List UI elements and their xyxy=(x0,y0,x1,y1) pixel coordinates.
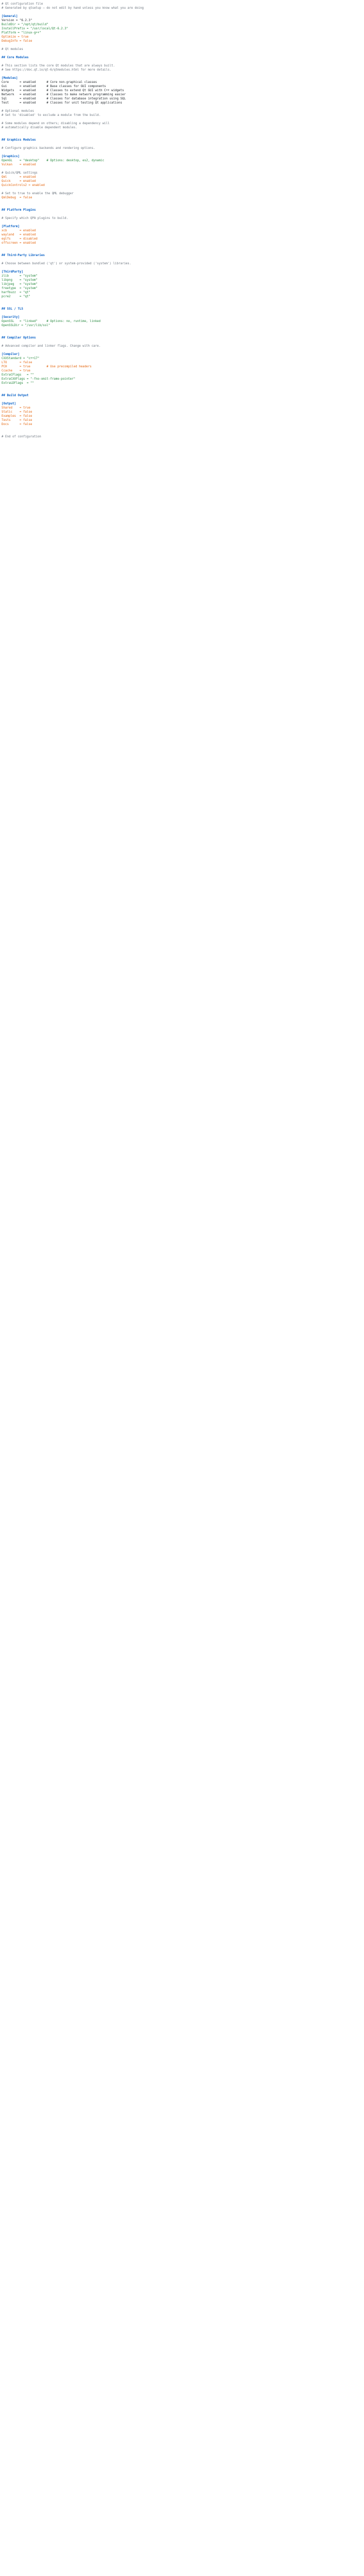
doc-line xyxy=(2,126,362,130)
doc-line-text: [Compiler] xyxy=(2,353,20,356)
doc-line xyxy=(2,307,362,311)
doc-line-text: [Modules] xyxy=(2,77,18,80)
doc-line xyxy=(2,340,362,344)
doc-line-text: ExtraCFlags = "" xyxy=(2,374,34,377)
doc-line xyxy=(2,56,362,60)
doc-line-text: Vulkan = enabled xyxy=(2,163,36,166)
doc-line-text: Examples = false xyxy=(2,415,32,418)
doc-line xyxy=(2,163,362,167)
doc-line xyxy=(2,299,362,303)
doc-line xyxy=(2,142,362,146)
doc-line xyxy=(2,113,362,117)
doc-line-text: ## Core Modules xyxy=(2,56,29,59)
doc-line xyxy=(2,2,362,6)
doc-line-text: Tests = false xyxy=(2,419,32,422)
doc-line-text: [Security] xyxy=(2,316,20,319)
doc-line xyxy=(2,216,362,221)
doc-line-text: [Platform] xyxy=(2,225,20,228)
doc-line-text: # Quick/QML settings xyxy=(2,172,38,175)
doc-line xyxy=(2,410,362,414)
doc-line xyxy=(2,414,362,418)
doc-line xyxy=(2,389,362,394)
doc-line-text: Version = "6.2.3" xyxy=(2,19,32,22)
doc-line-text: ## Compiler Options xyxy=(2,336,36,340)
doc-line-text: Static = false xyxy=(2,411,32,414)
doc-line xyxy=(2,422,362,427)
doc-line xyxy=(2,315,362,319)
doc-line-text: # Optional modules xyxy=(2,110,34,113)
doc-line xyxy=(2,183,362,188)
doc-line xyxy=(2,47,362,52)
doc-line-text: Widgets = enabled # Classes to extend Qt GUI with C++ widgets xyxy=(2,89,124,92)
doc-line-text: BuildDir = "/opt/qt/build" xyxy=(2,23,48,26)
doc-line-text: # Specify which QPA plugins to build. xyxy=(2,217,69,220)
doc-line xyxy=(2,175,362,179)
doc-line-text: libpng = "system" xyxy=(2,279,38,282)
doc-line xyxy=(2,373,362,377)
doc-line xyxy=(2,266,362,270)
doc-line xyxy=(2,324,362,328)
doc-line xyxy=(2,402,362,406)
doc-line-text: [Output] xyxy=(2,402,16,405)
doc-line xyxy=(2,431,362,435)
doc-line-text: ## Platform Plugins xyxy=(2,209,36,212)
doc-line-text: xcb = enabled xyxy=(2,229,36,232)
doc-line-text: freetype = "system" xyxy=(2,287,38,290)
doc-line xyxy=(2,245,362,249)
doc-line-text: QuickControls2 = enabled xyxy=(2,184,45,187)
doc-line xyxy=(2,344,362,348)
doc-line xyxy=(2,303,362,307)
doc-line-text: Docs = false xyxy=(2,423,32,426)
doc-line xyxy=(2,138,362,142)
doc-line xyxy=(2,80,362,84)
doc-line xyxy=(2,253,362,258)
doc-line-text: # automatically disable dependent modules. xyxy=(2,126,77,129)
doc-line xyxy=(2,19,362,23)
doc-line-text: QmlDebug = false xyxy=(2,196,32,199)
doc-line-text: [ThirdParty] xyxy=(2,270,23,274)
doc-line xyxy=(2,155,362,159)
doc-line-text: Optimize = true xyxy=(2,36,29,39)
doc-line xyxy=(2,146,362,150)
doc-line-text: [General] xyxy=(2,15,18,18)
doc-line xyxy=(2,89,362,93)
doc-line xyxy=(2,381,362,385)
doc-line xyxy=(2,97,362,101)
doc-line xyxy=(2,418,362,422)
doc-line xyxy=(2,328,362,332)
doc-line-text: # Qt modules xyxy=(2,48,23,51)
doc-line-text: # Qt configuration file xyxy=(2,3,43,6)
doc-line xyxy=(2,6,362,10)
doc-line xyxy=(2,159,362,163)
doc-line xyxy=(2,31,362,35)
doc-line-text: Ccache = true xyxy=(2,369,30,372)
doc-line xyxy=(2,208,362,212)
doc-line xyxy=(2,122,362,126)
doc-line xyxy=(2,64,362,68)
doc-line-text: # Generated by qtsetup — do not edit by hand unless you know what you are doing xyxy=(2,7,144,10)
doc-line-text: # This section lists the core Qt modules that are always built. xyxy=(2,64,115,67)
doc-line xyxy=(2,365,362,369)
doc-line-text: OpenSSL = "linked" # Options: no, runtime, linked xyxy=(2,320,101,323)
doc-line-text: LTO = false xyxy=(2,361,32,364)
doc-line xyxy=(2,23,362,27)
doc-line-text: InstallPrefix = "/usr/local/Qt-6.2.3" xyxy=(2,27,69,30)
doc-line xyxy=(2,39,362,43)
doc-line xyxy=(2,117,362,122)
doc-line xyxy=(2,68,362,72)
doc-line-text: harfbuzz = "qt" xyxy=(2,291,30,294)
doc-line-text: Test = enabled # Classes for unit testing Qt applications xyxy=(2,101,122,105)
doc-line xyxy=(2,274,362,278)
doc-line xyxy=(2,262,362,266)
doc-line-text: OpenGL = "desktop" # Options: desktop, es2, dynamic xyxy=(2,159,104,162)
doc-line xyxy=(2,278,362,282)
doc-line xyxy=(2,196,362,200)
doc-line-text: DebugInfo = false xyxy=(2,40,32,43)
doc-line-text: wayland = enabled xyxy=(2,233,36,236)
doc-line xyxy=(2,105,362,109)
doc-line-text: offscreen = enabled xyxy=(2,242,36,245)
doc-line-text: # See https://doc.qt.io/qt-6/qtmodules.html for more details. xyxy=(2,69,111,72)
doc-line xyxy=(2,14,362,19)
doc-line-text: [Graphics] xyxy=(2,155,20,158)
doc-line-text: # Advanced compiler and linker flags. Change with care. xyxy=(2,345,101,348)
doc-line xyxy=(2,134,362,138)
doc-line xyxy=(2,258,362,262)
doc-line-text: zlib = "system" xyxy=(2,275,38,278)
doc-line-text: OpenSSLDir = "/usr/lib/ssl" xyxy=(2,324,51,327)
doc-line xyxy=(2,357,362,361)
doc-line xyxy=(2,332,362,336)
doc-line xyxy=(2,179,362,183)
doc-line-text: pcre2 = "qt" xyxy=(2,295,30,298)
doc-line-text: ## Graphics Modules xyxy=(2,139,36,142)
doc-line-text: # End of configuration xyxy=(2,435,41,438)
doc-line-text: CXXStandard = "c++17" xyxy=(2,357,40,360)
doc-line xyxy=(2,291,362,295)
doc-line xyxy=(2,385,362,389)
doc-line-text: ## Third-Party Libraries xyxy=(2,254,45,257)
doc-line xyxy=(2,286,362,291)
doc-line xyxy=(2,249,362,253)
doc-line-text: eglfs = disabled xyxy=(2,238,38,241)
doc-line xyxy=(2,377,362,381)
doc-line xyxy=(2,35,362,39)
doc-line xyxy=(2,10,362,14)
doc-line-text: Sql = enabled # Classes for database integration using SQL xyxy=(2,97,126,100)
doc-line xyxy=(2,167,362,171)
doc-line xyxy=(2,221,362,225)
doc-line xyxy=(2,352,362,357)
doc-line xyxy=(2,76,362,80)
doc-line-text: # Configure graphics backends and rendering options. xyxy=(2,147,95,150)
doc-line xyxy=(2,406,362,410)
doc-line xyxy=(2,101,362,105)
doc-line-text: ## Build Output xyxy=(2,394,29,397)
doc-line xyxy=(2,171,362,175)
doc-line-text: # Some modules depend on others; disabling a dependency will xyxy=(2,122,110,125)
doc-line xyxy=(2,212,362,216)
doc-line-text: libjpeg = "system" xyxy=(2,283,38,286)
doc-line xyxy=(2,60,362,64)
doc-line xyxy=(2,43,362,47)
doc-line-text: Platform = "linux-g++" xyxy=(2,31,41,35)
doc-line xyxy=(2,225,362,229)
doc-line-text: ## SSL / TLS xyxy=(2,308,23,311)
doc-line xyxy=(2,93,362,97)
doc-line xyxy=(2,369,362,373)
doc-line-text: Quick = enabled xyxy=(2,180,36,183)
doc-line xyxy=(2,188,362,192)
doc-line xyxy=(2,241,362,245)
doc-line-text: # Set to true to enable the QML debugger xyxy=(2,192,74,195)
document-body xyxy=(2,2,362,439)
doc-line xyxy=(2,319,362,324)
doc-line xyxy=(2,52,362,56)
doc-line xyxy=(2,282,362,286)
doc-line-text: # Set to 'disabled' to exclude a module from the build. xyxy=(2,114,101,117)
doc-line xyxy=(2,229,362,233)
doc-line-text: Gui = enabled # Base classes for GUI components xyxy=(2,85,106,88)
doc-line xyxy=(2,27,362,31)
doc-line xyxy=(2,336,362,340)
doc-line xyxy=(2,435,362,439)
doc-line xyxy=(2,150,362,155)
doc-line xyxy=(2,200,362,204)
doc-line xyxy=(2,72,362,76)
doc-line xyxy=(2,192,362,196)
doc-line xyxy=(2,311,362,315)
doc-line-text: ExtraLDFlags = "" xyxy=(2,382,34,385)
doc-line xyxy=(2,233,362,237)
doc-line xyxy=(2,348,362,352)
doc-line xyxy=(2,394,362,398)
doc-line xyxy=(2,361,362,365)
doc-line-text: Shared = true xyxy=(2,406,30,410)
doc-line xyxy=(2,295,362,299)
doc-line xyxy=(2,270,362,274)
doc-line xyxy=(2,204,362,208)
doc-line-text: ExtraCXXFlags = "-fno-omit-frame-pointer" xyxy=(2,378,76,381)
doc-line xyxy=(2,109,362,113)
doc-line-text: Network = enabled # Classes to make network programming easier xyxy=(2,93,126,96)
doc-line xyxy=(2,398,362,402)
doc-line-text: Qml = enabled xyxy=(2,176,36,179)
doc-line xyxy=(2,237,362,241)
doc-line-text: Core = enabled # Core non-graphical classes xyxy=(2,81,97,84)
doc-line xyxy=(2,427,362,431)
doc-line xyxy=(2,130,362,134)
doc-line-text: PCH = true # Use precompiled headers xyxy=(2,365,92,368)
doc-line-text: # Choose between bundled ('qt') or system-provided ('system') libraries. xyxy=(2,262,131,265)
doc-line xyxy=(2,84,362,89)
